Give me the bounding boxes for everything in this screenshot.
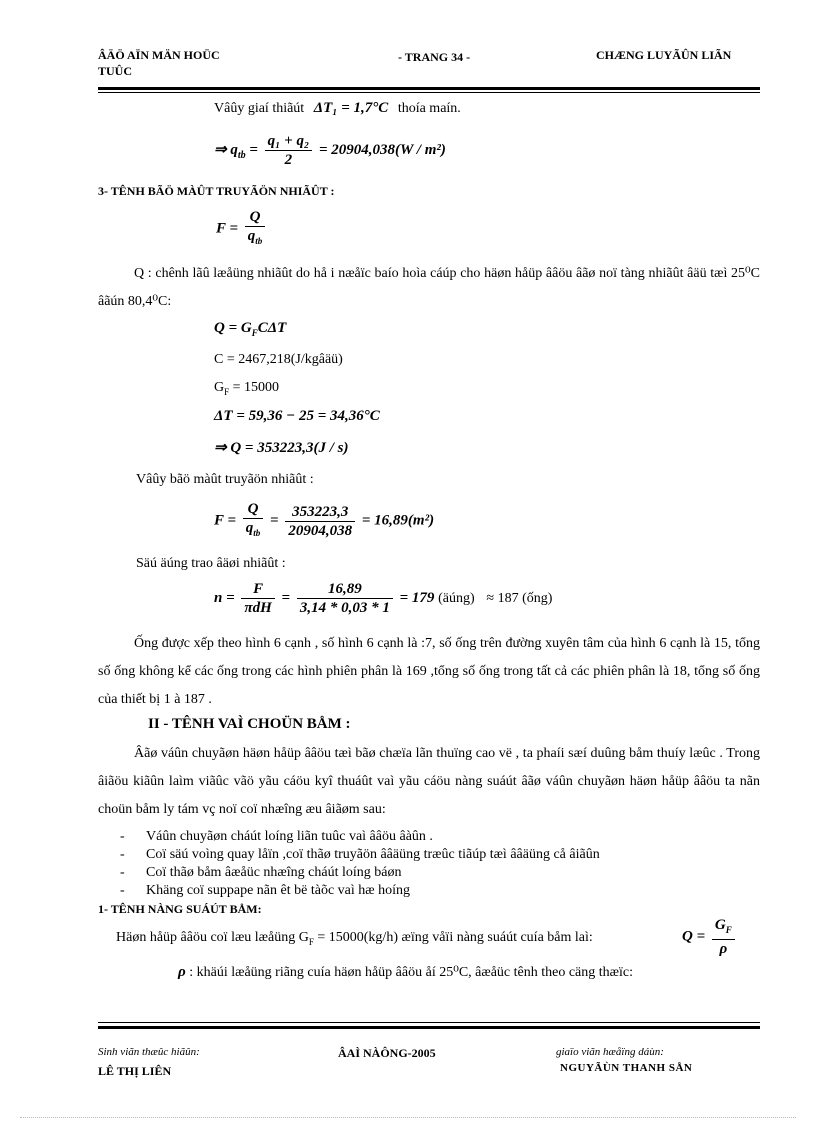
header-rule — [98, 87, 760, 90]
flow-fraction — [712, 916, 735, 958]
f-den-sub: tb — [255, 236, 263, 246]
flow-num-g: G — [714, 917, 726, 933]
flow-den: ρ — [719, 941, 728, 957]
area-f1-den-sub: tb — [253, 528, 261, 538]
qtb-fraction — [265, 132, 313, 169]
footer-advisor-label: giaïo viãn hæåïng dáùn: — [556, 1046, 664, 1058]
tube-equation: n = $\frac{F}{\text{πdH}}$ = $\frac{16,89}{3,14 * 0,03 * 1}$ = 179 (äúng) ≈ 187 (ống) — [214, 581, 553, 616]
verify-formula: ΔT₁ = 1,7°C — [313, 100, 389, 116]
calc-line-2: C = 2467,218(J/kgâäü) — [214, 352, 343, 367]
tube-fraction-2 — [297, 580, 393, 617]
calc-line-5: ⇒ Q = 353223,3(J / s) — [214, 440, 349, 456]
calc-line-1 — [214, 320, 286, 338]
list-item: - Coï thãø båm âæåüc nhæîng cháút loíng báøn — [120, 865, 402, 880]
page-bottom-border — [20, 1117, 796, 1118]
header-page-number: - TRANG 34 - — [398, 50, 471, 64]
flow-num-sub: F — [725, 925, 732, 935]
calc-line-3 — [214, 380, 279, 397]
calc-g-tail: = 15000 — [229, 380, 280, 395]
tube-f1-num: F — [241, 580, 274, 599]
header-left: ÂÄÖ AÏN MÄN HOÜC — [98, 48, 220, 62]
footer-rule — [98, 1026, 760, 1029]
calc-g-sub: F — [224, 386, 230, 397]
rho-line — [178, 964, 633, 981]
f-lhs: F = — [216, 220, 239, 237]
area-fraction-1 — [243, 500, 264, 542]
flow-equation — [682, 916, 738, 958]
calc-line-4: ΔT = 59,36 − 25 = 34,36°C — [214, 408, 380, 424]
header-rule-thin — [98, 92, 760, 93]
tube-f2-num: 16,89 — [297, 580, 393, 599]
footer-student-name: LÊ THỊ LIÊN — [98, 1064, 172, 1078]
area-f1-den — [243, 519, 264, 542]
qtb-lhs-sub: tb — [237, 149, 246, 161]
calc-g: G — [214, 380, 225, 395]
footer-student-label: Sinh viãn thæûc hiãûn: — [98, 1046, 200, 1058]
flow-line — [116, 930, 593, 947]
pump-paragraph: Âãø váûn chuyãøn häøn håüp ââöu tæì bãø chæïa lãn thuïng cao vë , ta phaíi sæí duûng båm thuíy læûc . Trong âiãöu kiãûn laìm viãûc vãö yãu cáöu kyî thuáût vaì yãu cáöu nàng suáút âãø váûn chuyãøn häøn håüp ââöu ta nãn choün båm ly tám vç noï coï nhæîng æu âiãøm sau: — [98, 746, 760, 817]
footer-rule-thin — [98, 1022, 760, 1023]
f-fraction — [245, 208, 266, 250]
qtb-den: 2 — [284, 152, 293, 168]
calc-q-sub: F — [251, 328, 258, 338]
area-f1-den-q: q — [245, 520, 254, 536]
tube-f1-den: πdH — [244, 600, 272, 616]
flow-eq-lhs: Q = — [682, 928, 706, 945]
calc-q-tail: CΔT — [257, 320, 287, 336]
tube-approx: ≈ 187 (ống) — [486, 590, 553, 606]
area-f2-den: 20904,038 — [288, 522, 353, 539]
tube-arrangement-paragraph: Ống được xếp theo hình 6 cạnh , số hình 6 cạnh là :7, số ống trên đường xuyên tâm của hình 6 cạnh là 15, tổng số ống không kể các ống trong các hình phiên phân là 169 ,tổng số ống trong tất cả các phiên phân là 18, tổng số ống của thiết bị 1 à 187 . — [98, 636, 760, 707]
list-item-text: Coï säú voìng quay låïn ,coï thãø truyãön ââäüng træûc tiãúp tæì ââäüng cå âiãûn — [146, 847, 600, 862]
f-definition — [216, 208, 268, 250]
subsection-1-title: 1- TÊNH NÀNG SUÁÚT BÅM: — [98, 902, 262, 916]
header-right: CHÆNG LUYÃÛN LIÃN — [596, 48, 732, 62]
flow-tail: = 15000(kg/h) æïng våïi nàng suáút cuía båm laì: — [313, 930, 593, 945]
f-den-q: q — [247, 228, 256, 244]
list-item: - Coï säú voìng quay låïn ,coï thãø truyãön ââäüng træûc tiãúp tæì ââäüng cå âiãûn — [120, 847, 600, 862]
area-intro: Vâûy bãö màût truyãön nhiãût : — [136, 472, 314, 487]
tube-lhs: n = — [214, 589, 235, 606]
qtb-result: = 20904,038(W / m²) — [318, 141, 446, 158]
footer-place-year: ÂAÌ NÀÔNG-2005 — [338, 1046, 436, 1060]
area-f1-num: Q — [243, 500, 264, 519]
verify-text: Vâûy giaí thiãút — [214, 101, 305, 116]
rho-symbol: ρ — [178, 964, 186, 980]
list-item-text: Váûn chuyãøn cháút loíng liãn tuûc vaì ââöu âàûn . — [146, 829, 433, 844]
qtb-num: q₁ + q₂ — [265, 132, 313, 151]
tube-result: = 179 — [399, 589, 435, 606]
area-fraction-2 — [285, 503, 355, 540]
area-equation: F = $\frac{Q}{q_{tb}}$ = $\frac{353223,3}{20904,038}$ = 16,89(m²) — [214, 500, 434, 542]
f-den — [245, 227, 266, 250]
qtb-lhs: ⇒ q — [214, 141, 238, 158]
q-description: Q : chênh lãû læåüng nhiãût do hå i næåïc baío hoìa cáúp cho häøn håüp ââöu âãø noï tàng nhiãût âäü tæì 25⁰C âãún 80,4⁰C: — [98, 266, 760, 309]
list-item: - Khäng coï suppape nãn êt bë tàõc vaì hæ hoíng — [120, 883, 410, 898]
qtb-equation: ⇒ $q_{tb}$ = $\frac{\text{q₁ + q₂}}{2}$ = 20904,038(W / m²) — [214, 133, 446, 168]
tube-fraction-1 — [241, 580, 274, 617]
tube-intro: Säú äúng trao âäøi nhiãût : — [136, 556, 286, 571]
calc-q: Q = G — [214, 320, 252, 336]
area-f2-num: 353223,3 — [285, 503, 355, 522]
list-item: - Váûn chuyãøn cháút loíng liãn tuûc vaì ââöu âàûn . — [120, 829, 433, 844]
flow-text-sub: F — [308, 936, 314, 947]
flow-num — [712, 916, 735, 940]
list-item-text: Coï thãø båm âæåüc nhæîng cháút loíng báøn — [146, 865, 402, 880]
tube-f2-den: 3,14 * 0,03 * 1 — [299, 600, 390, 616]
flow-text: Häøn håüp ââöu coï læu læåüng G — [116, 930, 309, 945]
verify-line — [214, 100, 461, 117]
header-left-cont: TUÛC — [98, 64, 133, 78]
area-lhs: F = — [214, 512, 237, 529]
verify-tail: thoía maín. — [397, 101, 461, 116]
f-num: Q — [245, 208, 266, 227]
advantages-list — [120, 828, 740, 900]
section-ii-title: II - TÊNH VAÌ CHOÜN BÅM : — [148, 716, 351, 732]
footer-advisor-name: NGUYÃÙN THANH SÅN — [560, 1062, 693, 1074]
tube-unit: (äúng) — [438, 590, 475, 606]
section-3-title: 3- TÊNH BÃÖ MÀÛT TRUYÃÖN NHIÃÛT : — [98, 184, 335, 198]
rho-text: : khäúi læåüng riãng cuía häøn håüp ââöu åí 25⁰C, âæåüc tênh theo cäng thæïc: — [185, 965, 633, 980]
area-result: = 16,89(m²) — [361, 512, 435, 529]
list-item-text: Khäng coï suppape nãn êt bë tàõc vaì hæ hoíng — [146, 883, 410, 898]
